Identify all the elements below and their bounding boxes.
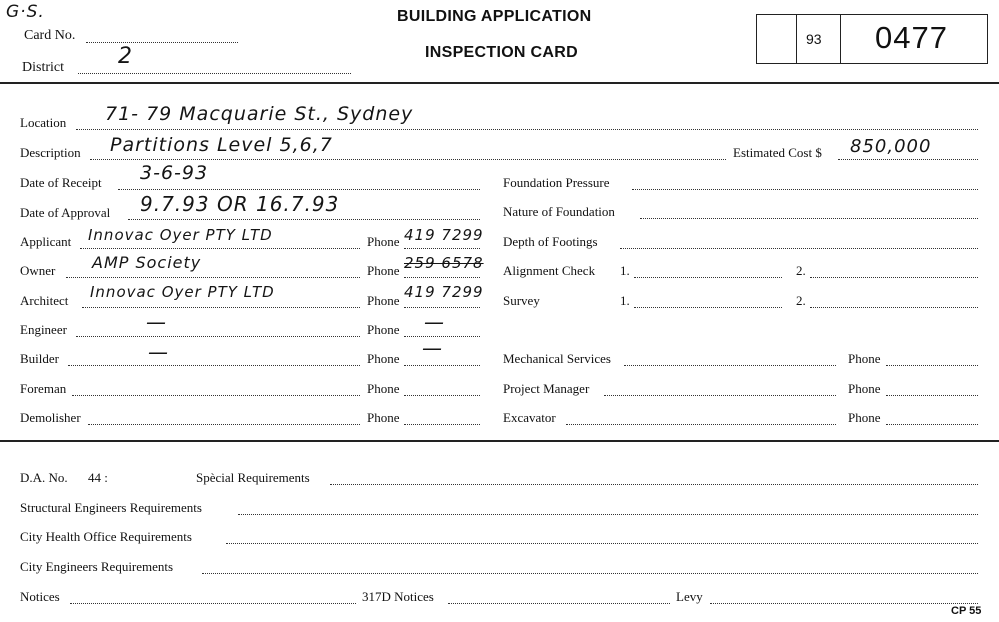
engineer-phone-label: Phone (367, 322, 400, 337)
engineer-label: Engineer (20, 322, 67, 337)
da-no-label: D.A. No. (20, 470, 68, 485)
alignment-check-2-label: 2. (796, 263, 806, 278)
engineer-field[interactable] (76, 336, 360, 337)
notices-label: Notices (20, 589, 60, 604)
date-receipt-field[interactable] (118, 189, 480, 190)
owner-phone-field[interactable] (404, 277, 480, 278)
applicant-field[interactable] (80, 248, 360, 249)
applicant-value[interactable]: Innovac Oyer PTY LTD (88, 226, 273, 244)
excavator-field[interactable] (566, 424, 836, 425)
structural-requirements-label: Structural Engineers Requirements (20, 500, 202, 515)
levy-field[interactable] (710, 603, 978, 604)
project-manager-phone-label: Phone (848, 381, 881, 396)
owner-value[interactable]: AMP Society (92, 253, 202, 272)
demolisher-phone-field[interactable] (404, 424, 480, 425)
card-box-divider-1 (796, 14, 797, 64)
card-number-box (756, 14, 988, 64)
architect-phone-field[interactable] (404, 307, 480, 308)
date-approval-value[interactable]: 9.7.93 OR 16.7.93 (140, 192, 340, 216)
special-requirements-field[interactable] (330, 484, 978, 485)
alignment-check-2-field[interactable] (810, 277, 978, 278)
demolisher-field[interactable] (88, 424, 360, 425)
form-code: CP 55 (951, 605, 982, 617)
architect-field[interactable] (82, 307, 360, 308)
foreman-phone-field[interactable] (404, 395, 480, 396)
depth-footings-label: Depth of Footings (503, 234, 598, 249)
mechanical-label: Mechanical Services (503, 351, 611, 366)
handwritten-gs: G·S. (6, 2, 45, 22)
details-divider (0, 440, 999, 442)
notices-317d-field[interactable] (448, 603, 670, 604)
health-requirements-label: City Health Office Requirements (20, 529, 192, 544)
card-no-field[interactable] (86, 42, 238, 43)
mechanical-field[interactable] (624, 365, 836, 366)
builder-phone-field[interactable] (404, 365, 480, 366)
excavator-phone-field[interactable] (886, 424, 978, 425)
foreman-field[interactable] (72, 395, 360, 396)
city-engineers-label: City Engineers Requirements (20, 559, 174, 574)
location-label: Location (20, 115, 67, 130)
excavator-label: Excavator (503, 410, 556, 425)
estimated-cost-label: Estimated Cost $ (733, 145, 822, 160)
project-manager-field[interactable] (604, 395, 836, 396)
city-engineers-field[interactable] (202, 573, 978, 574)
nature-foundation-field[interactable] (640, 218, 978, 219)
owner-phone-value[interactable]: 259 6578 (404, 254, 484, 272)
date-receipt-label: Date of Receipt (20, 175, 102, 190)
description-field[interactable] (90, 159, 726, 160)
district-label: District (22, 60, 64, 75)
architect-label: Architect (20, 293, 69, 308)
alignment-check-1-label: 1. (620, 263, 630, 278)
date-approval-label: Date of Approval (20, 205, 111, 220)
survey-1-label: 1. (620, 293, 630, 308)
owner-field[interactable] (66, 277, 360, 278)
engineer-value[interactable]: — (146, 310, 167, 334)
district-field[interactable] (78, 73, 351, 74)
builder-value[interactable]: — (148, 340, 169, 364)
description-value[interactable]: Partitions Level 5,6,7 (110, 134, 333, 156)
card-number: 0477 (875, 20, 948, 55)
date-approval-field[interactable] (128, 219, 480, 220)
depth-footings-field[interactable] (620, 248, 978, 249)
builder-field[interactable] (68, 365, 360, 366)
foreman-label: Foreman (20, 381, 67, 396)
alignment-check-1-field[interactable] (634, 277, 782, 278)
architect-phone-value[interactable]: 419 7299 (404, 283, 484, 301)
survey-1-field[interactable] (634, 307, 782, 308)
builder-phone-value[interactable]: — (422, 336, 443, 360)
applicant-phone-label: Phone (367, 234, 400, 249)
project-manager-label: Project Manager (503, 381, 590, 396)
architect-phone-label: Phone (367, 293, 400, 308)
location-value[interactable]: 71- 79 Macquarie St., Sydney (105, 103, 414, 125)
location-field[interactable] (76, 129, 978, 130)
date-receipt-value[interactable]: 3-6-93 (140, 162, 209, 184)
mechanical-phone-label: Phone (848, 351, 881, 366)
form-title-line1: BUILDING APPLICATION (397, 8, 592, 25)
notices-field[interactable] (70, 603, 356, 604)
applicant-phone-value[interactable]: 419 7299 (404, 226, 484, 244)
builder-label: Builder (20, 351, 59, 366)
estimated-cost-field[interactable] (838, 159, 978, 160)
engineer-phone-value[interactable]: — (424, 310, 445, 334)
owner-phone-label: Phone (367, 263, 400, 278)
special-requirements-label: Spècial Requirements (196, 470, 310, 485)
survey-2-field[interactable] (810, 307, 978, 308)
estimated-cost-value[interactable]: 850,000 (850, 136, 932, 157)
alignment-check-label: Alignment Check (503, 263, 596, 278)
health-requirements-field[interactable] (226, 543, 978, 544)
foundation-pressure-field[interactable] (632, 189, 978, 190)
owner-label: Owner (20, 263, 56, 278)
architect-value[interactable]: Innovac Oyer PTY LTD (90, 283, 275, 301)
survey-label: Survey (503, 293, 540, 308)
foundation-pressure-label: Foundation Pressure (503, 175, 610, 190)
district-value[interactable]: 2 (118, 44, 133, 69)
excavator-phone-label: Phone (848, 410, 881, 425)
applicant-phone-field[interactable] (404, 248, 480, 249)
structural-requirements-field[interactable] (238, 514, 978, 515)
demolisher-label: Demolisher (20, 410, 81, 425)
description-label: Description (20, 145, 81, 160)
applicant-label: Applicant (20, 234, 72, 249)
nature-foundation-label: Nature of Foundation (503, 204, 615, 219)
survey-2-label: 2. (796, 293, 806, 308)
levy-label: Levy (676, 589, 703, 604)
card-no-label: Card No. (24, 28, 76, 43)
card-box-divider-2 (840, 14, 841, 64)
foreman-phone-label: Phone (367, 381, 400, 396)
form-title-line2: INSPECTION CARD (425, 44, 578, 61)
card-year: 93 (806, 31, 822, 47)
builder-phone-label: Phone (367, 351, 400, 366)
notices-317d-label: 317D Notices (362, 589, 434, 604)
project-manager-phone-field[interactable] (886, 395, 978, 396)
da-no-value[interactable]: 44 : (88, 470, 108, 485)
header-divider (0, 82, 999, 84)
demolisher-phone-label: Phone (367, 410, 400, 425)
mechanical-phone-field[interactable] (886, 365, 978, 366)
